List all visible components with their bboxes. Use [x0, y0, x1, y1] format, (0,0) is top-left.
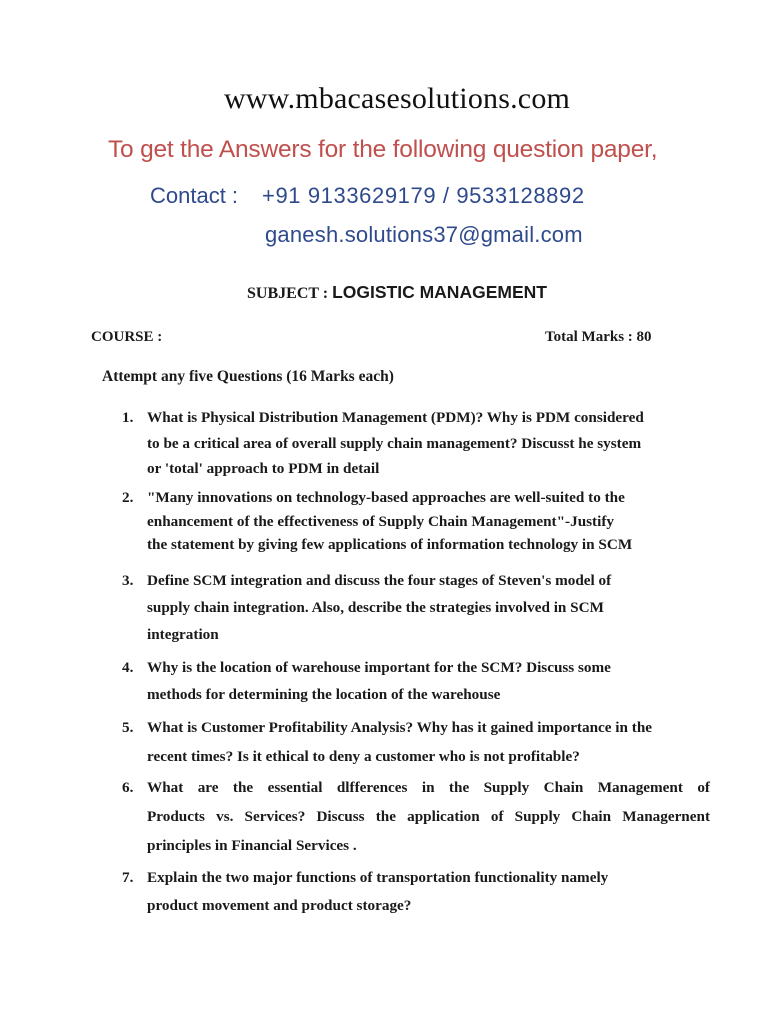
question-text: Explain the two major functions of transportation functionality namely product movement and product storage? — [147, 869, 609, 914]
contact-email: ganesh.solutions37@gmail.com — [265, 222, 583, 247]
course-label: COURSE : — [91, 329, 163, 345]
question-text: "Many innovations on technology-based approaches are well-suited to the enhancement of the effectiveness of Supply Chain Management"-Justify the statement by giving few applications of information technology in SCM — [147, 489, 633, 553]
question-number: 2. — [122, 489, 134, 506]
question-number: 5. — [122, 719, 134, 736]
question-text: Define SCM integration and discuss the four stages of Steven's model of supply chain integration. Also, describe the strategies involved in SCM integration — [147, 572, 612, 643]
question-number: 4. — [122, 659, 134, 676]
subject-value: LOGISTIC MANAGEMENT — [332, 282, 547, 302]
question-number: 1. — [122, 409, 134, 426]
question-number: 6. — [122, 779, 134, 796]
total-marks: Total Marks : 80 — [545, 329, 652, 345]
contact-label: Contact : — [150, 183, 239, 208]
question-text: What is Physical Distribution Management (PDM)? Why is PDM considered to be a critical area of overall supply chain management? Discusst he system or 'total' approach to PDM in detail — [147, 409, 644, 477]
question-number: 3. — [122, 572, 134, 589]
contact-phones: +91 9133629179 / 9533128892 — [262, 183, 585, 208]
question-text: What is Customer Profitability Analysis? Why has it gained importance in the recent times? Is it ethical to deny a customer who is not profitable? — [147, 719, 653, 765]
instruction: Attempt any five Questions (16 Marks each) — [102, 368, 394, 385]
subject-label: SUBJECT : — [247, 285, 333, 302]
question-number: 7. — [122, 869, 134, 886]
promo-text: To get the Answers for the following question paper, — [108, 136, 658, 163]
site-url: www.mbacasesolutions.com — [223, 82, 571, 115]
question-text: Why is the location of warehouse important for the SCM? Discuss some methods for determining the location of the warehouse — [147, 659, 611, 703]
question-text: What are the essential dlfferences in the Supply Chain Management of Products vs. Services? Discuss the application of Supply Chain Managernent principles in Financial Services . — [147, 779, 710, 854]
subject-line — [0, 282, 768, 303]
contact-row — [150, 183, 585, 209]
